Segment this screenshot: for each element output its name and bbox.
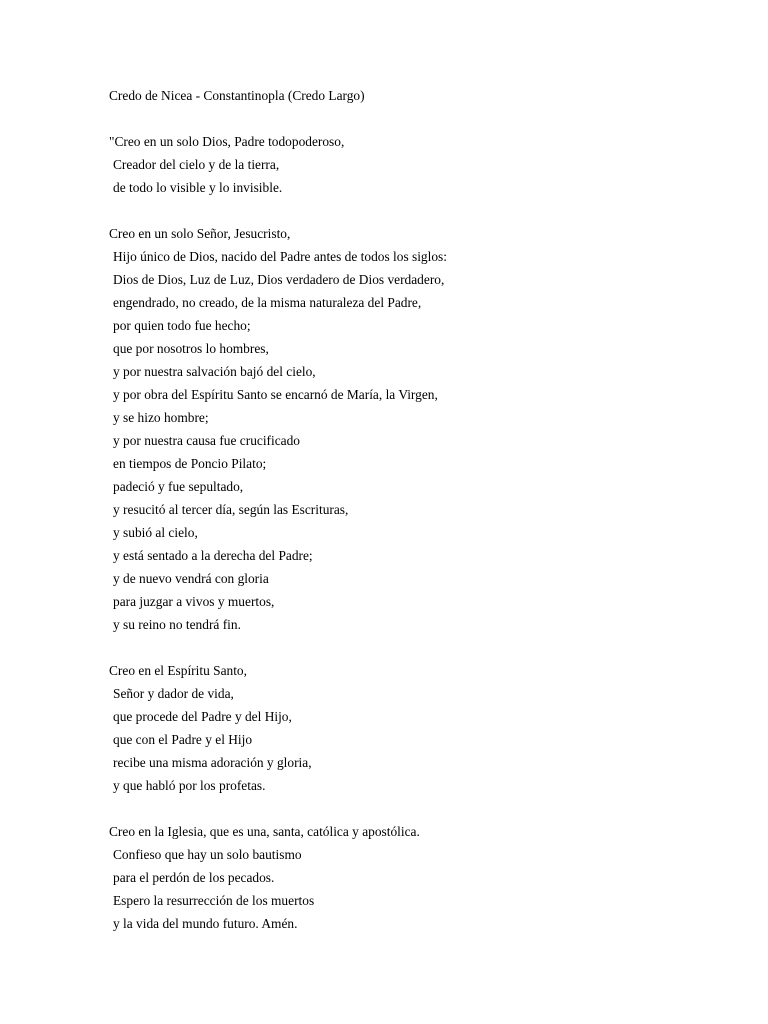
- stanza-4: [109, 820, 729, 935]
- stanza-line: y de nuevo vendrá con gloria: [113, 571, 269, 586]
- document-body: [109, 84, 729, 935]
- stanza-line: y está sentado a la derecha del Padre;: [113, 548, 313, 563]
- stanza-line: que procede del Padre y del Hijo,: [113, 709, 292, 724]
- stanza-line: para juzgar a vivos y muertos,: [113, 594, 275, 609]
- stanza-gap: [109, 199, 729, 222]
- stanza-gap: [109, 797, 729, 820]
- stanza-line: y por nuestra salvación bajó del cielo,: [113, 364, 316, 379]
- stanza-3: [109, 659, 729, 797]
- stanza-line: Creo en el Espíritu Santo,: [109, 663, 247, 678]
- stanza-line: Dios de Dios, Luz de Luz, Dios verdadero de Dios verdadero,: [113, 272, 445, 287]
- stanza-2: [109, 222, 729, 636]
- stanza-line: de todo lo visible y lo invisible.: [113, 180, 283, 195]
- stanza-line: Creo en la Iglesia, que es una, santa, católica y apostólica.: [109, 824, 420, 839]
- stanza-line: Creador del cielo y de la tierra,: [113, 157, 280, 172]
- stanza-line: que por nosotros lo hombres,: [113, 341, 269, 356]
- stanza-line: engendrado, no creado, de la misma naturaleza del Padre,: [113, 295, 422, 310]
- stanza-line: y resucitó al tercer día, según las Escrituras,: [113, 502, 349, 517]
- stanza-line: Espero la resurrección de los muertos: [113, 893, 315, 908]
- stanza-line: Señor y dador de vida,: [113, 686, 234, 701]
- stanza-gap: [109, 636, 729, 659]
- stanza-line: y por obra del Espíritu Santo se encarnó de María, la Virgen,: [113, 387, 438, 402]
- stanza-1: [109, 130, 729, 199]
- stanza-line: y se hizo hombre;: [113, 410, 209, 425]
- stanza-line: Creo en un solo Señor, Jesucristo,: [109, 226, 291, 241]
- stanza-line: padeció y fue sepultado,: [113, 479, 244, 494]
- stanza-line: para el perdón de los pecados.: [113, 870, 275, 885]
- stanza-line: y la vida del mundo futuro. Amén.: [113, 916, 298, 931]
- stanza-line: en tiempos de Poncio Pilato;: [113, 456, 267, 471]
- stanza-gap: [109, 107, 729, 130]
- stanza-line: y por nuestra causa fue crucificado: [113, 433, 301, 448]
- stanza-line: Confieso que hay un solo bautismo: [113, 847, 302, 862]
- stanza-line: recibe una misma adoración y gloria,: [113, 755, 312, 770]
- stanza-line: y su reino no tendrá fin.: [113, 617, 241, 632]
- stanza-line: por quien todo fue hecho;: [113, 318, 251, 333]
- stanza-line: y que habló por los profetas.: [113, 778, 266, 793]
- stanza-line: que con el Padre y el Hijo: [113, 732, 253, 747]
- stanza-line: y subió al cielo,: [113, 525, 198, 540]
- stanza-line: "Creo en un solo Dios, Padre todopoderoso,: [109, 134, 345, 149]
- document-title: Credo de Nicea - Constantinopla (Credo Largo): [109, 88, 365, 103]
- stanza-line: Hijo único de Dios, nacido del Padre antes de todos los siglos:: [113, 249, 447, 264]
